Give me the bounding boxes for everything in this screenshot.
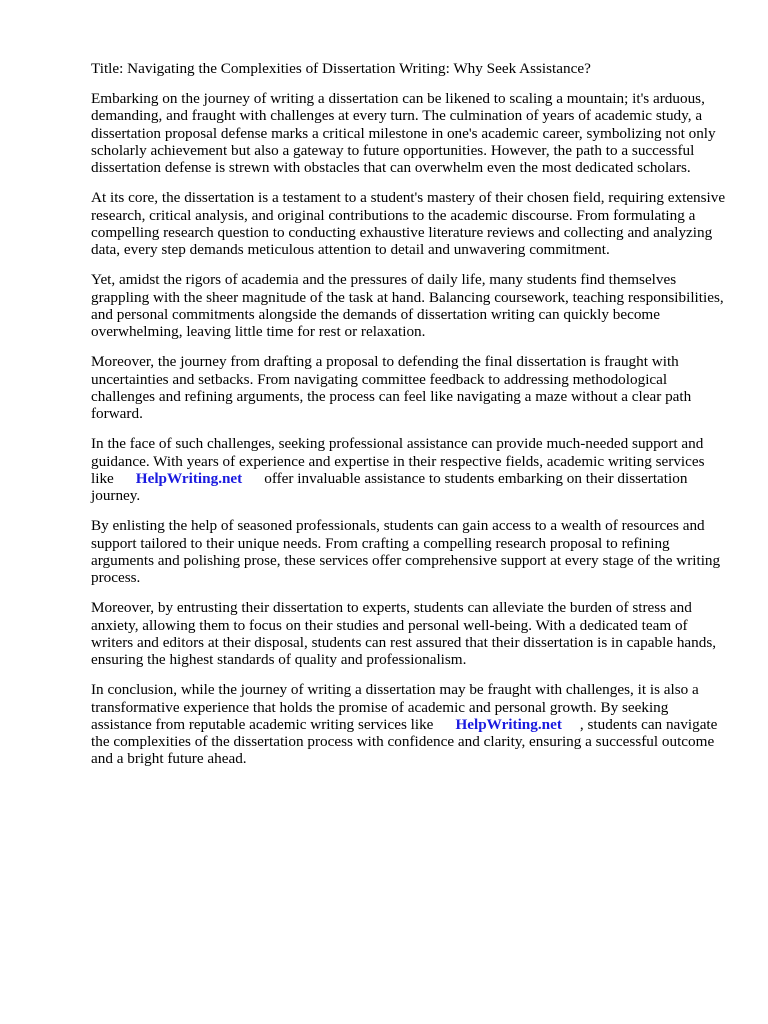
helpwriting-link-2[interactable]: HelpWriting.net xyxy=(455,715,562,733)
document-title: Title: Navigating the Complexities of Dissertation Writing: Why Seek Assistance? xyxy=(91,60,591,77)
paragraph-7: Moreover, by entrusting their dissertation to experts, students can alleviate the burden of stress and anxiety, allowing them to focus on their studies and personal well-being. With a dedicated team of writers and editors at their disposal, students can rest assured that their dissertation is in capable hands, ensuring the highest standards of quality and professionalism. xyxy=(91,599,717,669)
paragraph-5 xyxy=(91,435,731,504)
helpwriting-link-1[interactable]: HelpWriting.net xyxy=(135,469,243,487)
paragraph-4: Moreover, the journey from drafting a proposal to defending the final dissertation is fraught with uncertainties and setbacks. From navigating committee feedback to addressing methodological challenges and refining arguments, the process can feel like navigating a maze without a clear path forward. xyxy=(91,353,692,423)
paragraph-2: At its core, the dissertation is a testament to a student's mastery of their chosen field, requiring extensive research, critical analysis, and original contributions to the academic discourse. From formulating a compelling research question to conducting exhaustive literature reviews and collecting and analyzing data, every step demands meticulous attention to detail and unwavering commitment. xyxy=(91,189,726,259)
paragraph-6: By enlisting the help of seasoned professionals, students can gain access to a wealth of resources and support tailored to their unique needs. From crafting a compelling research proposal to refining arguments and polishing prose, these services offer comprehensive support at every stage of the writing process. xyxy=(91,517,721,587)
paragraph-3: Yet, amidst the rigors of academia and the pressures of daily life, many students find themselves grappling with the sheer magnitude of the task at hand. Balancing coursework, teaching responsibilities, and personal commitments alongside the demands of dissertation writing can quickly become overwhelming, leaving little time for rest or relaxation. xyxy=(91,271,724,341)
document-page xyxy=(91,60,731,781)
paragraph-5-text-after: offer invaluable assistance to students embarking on their dissertation journey. xyxy=(91,469,688,505)
paragraph-8 xyxy=(91,681,731,767)
paragraph-5-text-before: In the face of such challenges, seeking professional assistance can provide much-needed support and guidance. With years of experience and expertise in their respective fields, academic writing services like xyxy=(91,435,705,487)
paragraph-8-text-before: In conclusion, while the journey of writing a dissertation may be fraught with challenges, it is also a transformative experience that holds the promise of academic and personal growth. By seeking assistance from reputable academic writing services like xyxy=(91,681,699,733)
paragraph-8-text-after: , students can navigate the complexities of the dissertation process with confidence and clarity, ensuring a successful outcome and a bright future ahead. xyxy=(91,715,718,768)
paragraph-1: Embarking on the journey of writing a dissertation can be likened to scaling a mountain; it's arduous, demanding, and fraught with challenges at every turn. The culmination of years of academic study, a dissertation proposal defense marks a critical milestone in one's academic career, symbolizing not only scholarly achievement but also a gateway to future opportunities. However, the path to a successful dissertation defense is strewn with obstacles that can overwhelm even the most dedicated scholars. xyxy=(91,90,716,177)
